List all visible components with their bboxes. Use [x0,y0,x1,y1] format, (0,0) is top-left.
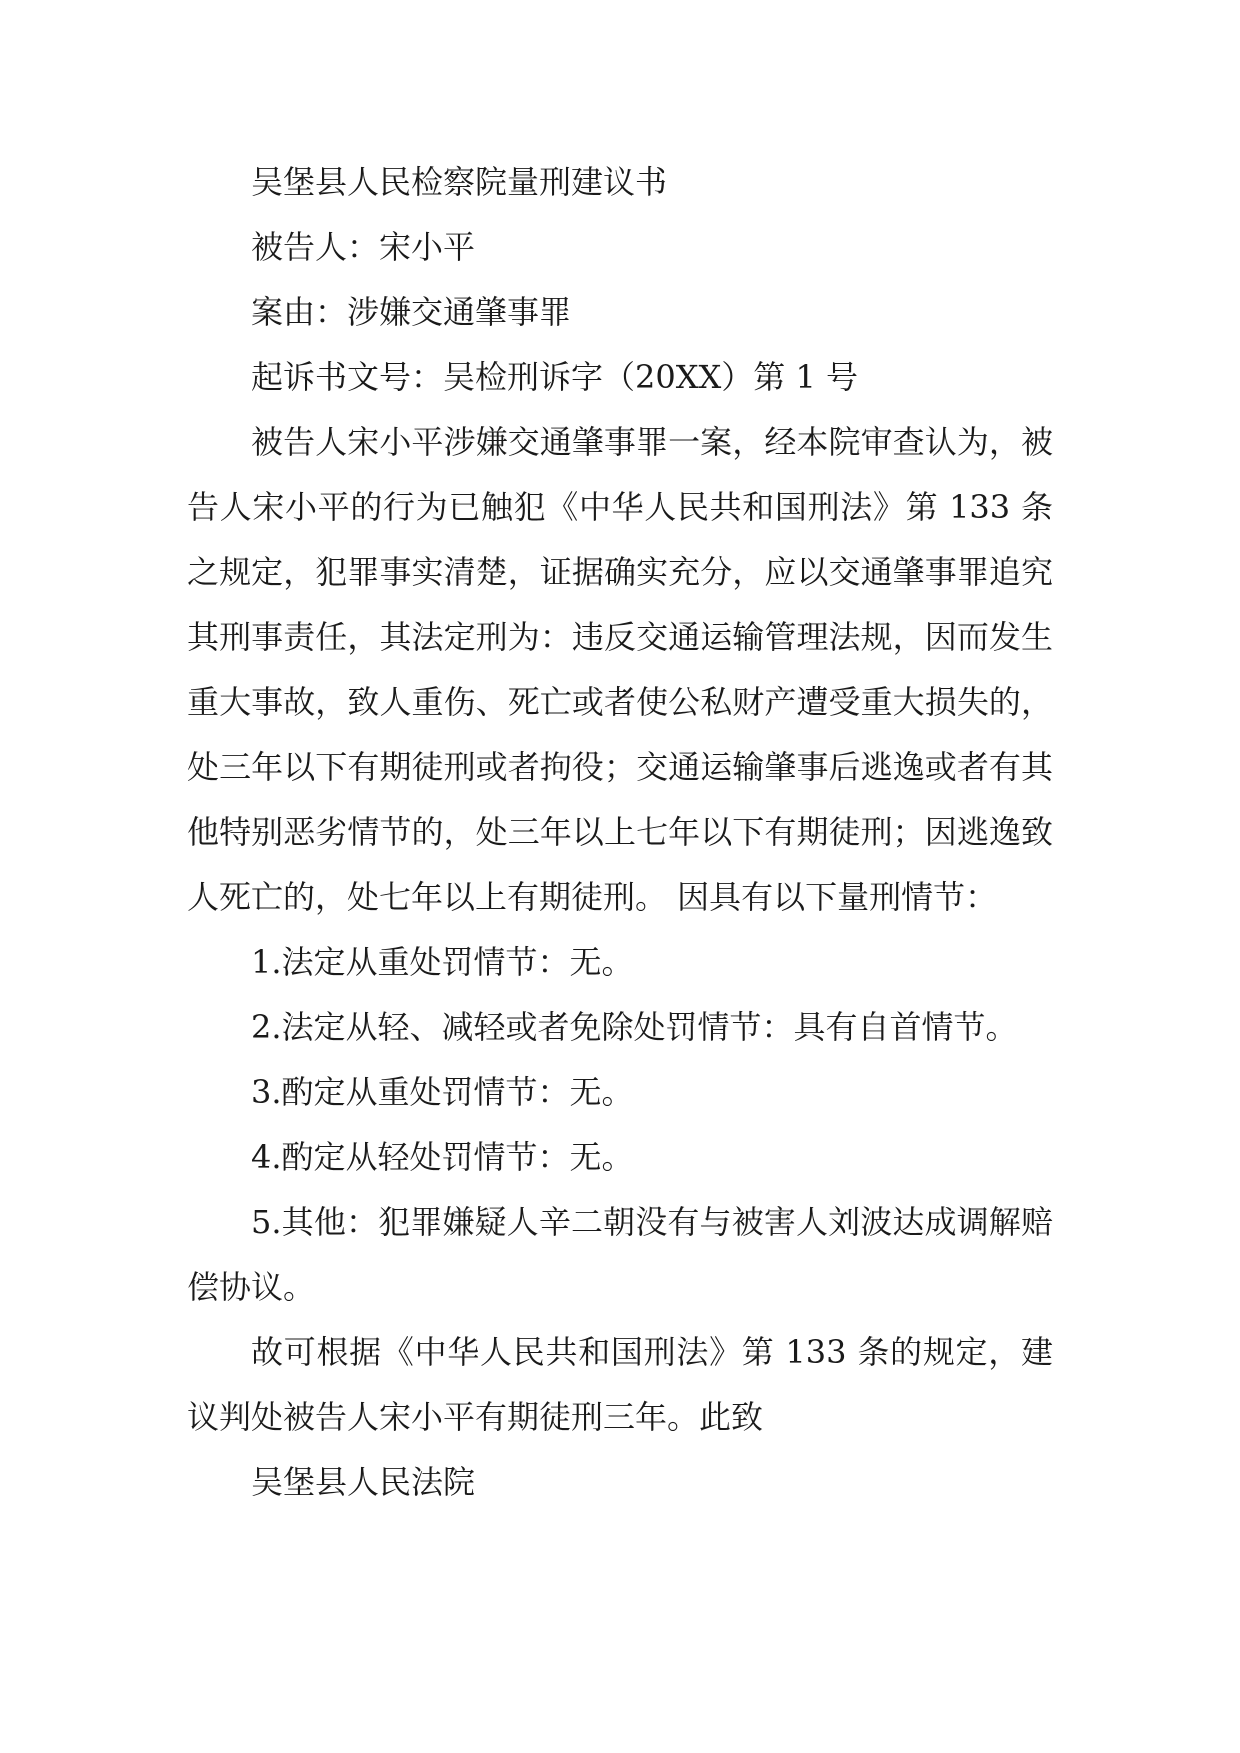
sentencing-item: 3.酌定从重处罚情节：无。 [251,1073,634,1111]
document-body [187,150,1053,1515]
document-title: 吴堡县人民检察院量刑建议书 [251,163,668,201]
sentencing-item: 4.酌定从轻处罚情节：无。 [251,1138,634,1176]
court-addressee: 吴堡县人民法院 [251,1463,476,1501]
sentencing-item: 1.法定从重处罚情节：无。 [251,943,634,981]
indictment-number-line: 起诉书文号：吴检刑诉字（20XX）第 1 号 [251,358,858,396]
defendant-line: 被告人：宋小平 [251,228,476,266]
sentencing-item: 2.法定从轻、减轻或者免除处罚情节：具有自首情节。 [251,1008,1018,1046]
main-paragraph: 被告人宋小平涉嫌交通肇事罪一案，经本院审查认为，被告人宋小平的行为已触犯《中华人民共和国刑法》第 133 条之规定，犯罪事实清楚，证据确实充分，应以交通肇事罪追究其刑事责任，其法定刑为：违反交通运输管理法规，因而发生重大事故，致人重伤、死亡或者使公私财产遭受重大损失的，处三年以下有期徒刑或者拘役；交通运输肇事后逃逸或者有其他特别恶劣情节的，处三年以上七年以下有期徒刑；因逃逸致人死亡的，处七年以上有期徒刑。 因具有以下量刑情节： [187,423,1053,916]
case-cause-line: 案由：涉嫌交通肇事罪 [251,293,572,331]
sentencing-item: 5.其他：犯罪嫌疑人辛二朝没有与被害人刘波达成调解赔偿协议。 [187,1203,1053,1306]
conclusion-paragraph: 故可根据《中华人民共和国刑法》第 133 条的规定，建议判处被告人宋小平有期徒刑三年。此致 [187,1333,1053,1436]
